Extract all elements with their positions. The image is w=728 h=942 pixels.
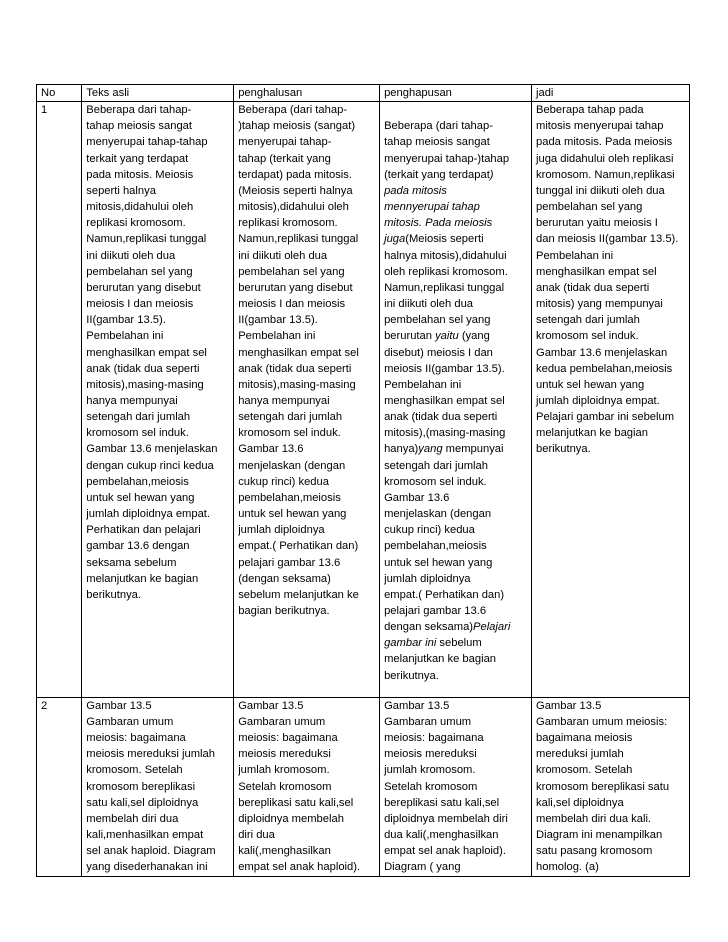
italic-text-segment: yang — [418, 443, 443, 456]
cell-penghalusan: Beberapa (dari tahap- )tahap meiosis (sangat) menyerupai tahap- tahap (terkait yang terdapat) pada mitosis. (Meiosis seperti halnya mitosis),didahului oleh replikasi kromosom. Namun,replikasi tunggal ini diikuti oleh dua pembelahan sel yang berurutan yang disebut meiosis I dan meiosis II(gambar 13.5). Pembelahan ini menghasilkan empat sel anak (tidak dua seperti mitosis),masing-masing hanya mempunyai setengah dari jumlah kromosom sel induk. Gambar 13.6 menjelaskan (dengan cukup rinci) kedua pembelahan,meiosis untuk sel hewan yang jumlah diploidnya empat.( Perhatikan dan) pelajari gambar 13.6 (dengan seksama) sebelum melanjutkan ke bagian berikutnya. — [234, 102, 380, 698]
table-row — [37, 102, 690, 698]
cell-teks-asli: Beberapa dari tahap- tahap meiosis sangat menyerupai tahap-tahap terkait yang terdapat pada mitosis. Meiosis seperti halnya mitosis,didahului oleh replikasi kromosom. Namun,replikasi tunggal ini diikuti oleh dua pembelahan sel yang berurutan yang disebut meiosis I dan meiosis II(gambar 13.5). Pembelahan ini menghasilkan empat sel anak (tidak dua seperti mitosis),masing-masing hanya mempunyai setengah dari jumlah kromosom sel induk. Gambar 13.6 menjelaskan dengan cukup rinci kedua pembelahan,meiosis untuk sel hewan yang jumlah diploidnya empat. Perhatikan dan pelajari gambar 13.6 dengan seksama sebelum melanjutkan ke bagian berikutnya. — [82, 102, 234, 698]
header-teks-asli: Teks asli — [82, 85, 234, 102]
cell-jadi: Beberapa tahap pada mitosis menyerupai tahap pada mitosis. Pada meiosis juga didahului oleh replikasi kromosom. Namun,replikasi tunggal ini diikuti oleh dua pembelahan sel yang berurutan yaitu meiosis I dan meiosis II(gambar 13.5). Pembelahan ini menghasilkan empat sel anak (tidak dua seperti mitosis) yang mempunyai setengah dari jumlah kromosom sel induk. Gambar 13.6 menjelaskan kedua pembelahan,meiosis untuk sel hewan yang jumlah diploidnya empat. Pelajari gambar ini sebelum melanjutkan ke bagian berikutnya. — [532, 102, 690, 698]
row-number: 1 — [37, 102, 82, 698]
italic-text-segment: yaitu — [435, 330, 459, 343]
text-segment: sebelum melanjutkan ke bagian berikutnya. — [384, 637, 497, 682]
italic-text-segment: Pelajari gambar ini — [384, 621, 511, 650]
header-penghapusan: penghapusan — [380, 85, 532, 102]
cell-penghapusan: Gambar 13.5 Gambaran umum meiosis: bagaimana meiosis mereduksi jumlah kromosom. Setelah kromosom bereplikasi satu kali,sel diploidnya membelah diri dua kali(,menghasilkan empat sel anak haploid). Diagram ( yang — [380, 697, 532, 876]
header-no: No — [37, 85, 82, 102]
header-penghalusan: penghalusan — [234, 85, 380, 102]
row-number: 2 — [37, 697, 82, 876]
cell-penghalusan: Gambar 13.5 Gambaran umum meiosis: bagaimana meiosis mereduksi jumlah kromosom. Setelah kromosom bereplikasi satu kali,sel diploidnya membelah diri dua kali(,menghasilkan empat sel anak haploid). — [234, 697, 380, 876]
header-jadi: jadi — [532, 85, 690, 102]
cell-teks-asli: Gambar 13.5 Gambaran umum meiosis: bagaimana meiosis mereduksi jumlah kromosom. Setelah kromosom bereplikasi satu kali,sel diploidnya membelah diri dua kali,menhasilkan empat sel anak haploid. Diagram yang disederhanakan ini — [82, 697, 234, 876]
text-segment: (Meiosis seperti halnya mitosis),didahului oleh replikasi kromosom. Namun,replikasi tunggal ini diikuti oleh dua pembelahan sel yang berurutan — [384, 233, 508, 343]
table-row — [37, 697, 690, 876]
cell-jadi: Gambar 13.5 Gambaran umum meiosis: bagaimana meiosis mereduksi jumlah kromosom. Setelah kromosom bereplikasi satu kali,sel diploidnya membelah diri dua kali. Diagram ini menampilkan satu pasang kromosom homolog. (a) — [532, 697, 690, 876]
revision-table — [36, 84, 690, 877]
table-header-row — [37, 85, 690, 102]
italic-text-segment: ) pada mitosis mennyerupai tahap mitosis. Pada meiosis juga — [384, 168, 494, 246]
text-segment: mempunyai setengah dari jumlah kromosom sel induk. Gambar 13.6 menjelaskan (dengan cukup rinci) kedua pembelahan,meiosis untuk sel hewan yang jumlah diploidnya empat.( Perhatikan dan) pelajari gambar 13.6 dengan seksama) — [384, 443, 505, 634]
text-segment: (yang disebut) meiosis I dan meiosis II(gambar 13.5). Pembelahan ini menghasilkan empat sel anak (tidak dua seperti mitosis),(masing-masing hanya) — [384, 330, 506, 456]
text-segment: Beberapa (dari tahap- tahap meiosis sangat menyerupai tahap-)tahap (terkait yang terdapat — [384, 120, 510, 181]
cell-penghapusan — [380, 102, 532, 698]
